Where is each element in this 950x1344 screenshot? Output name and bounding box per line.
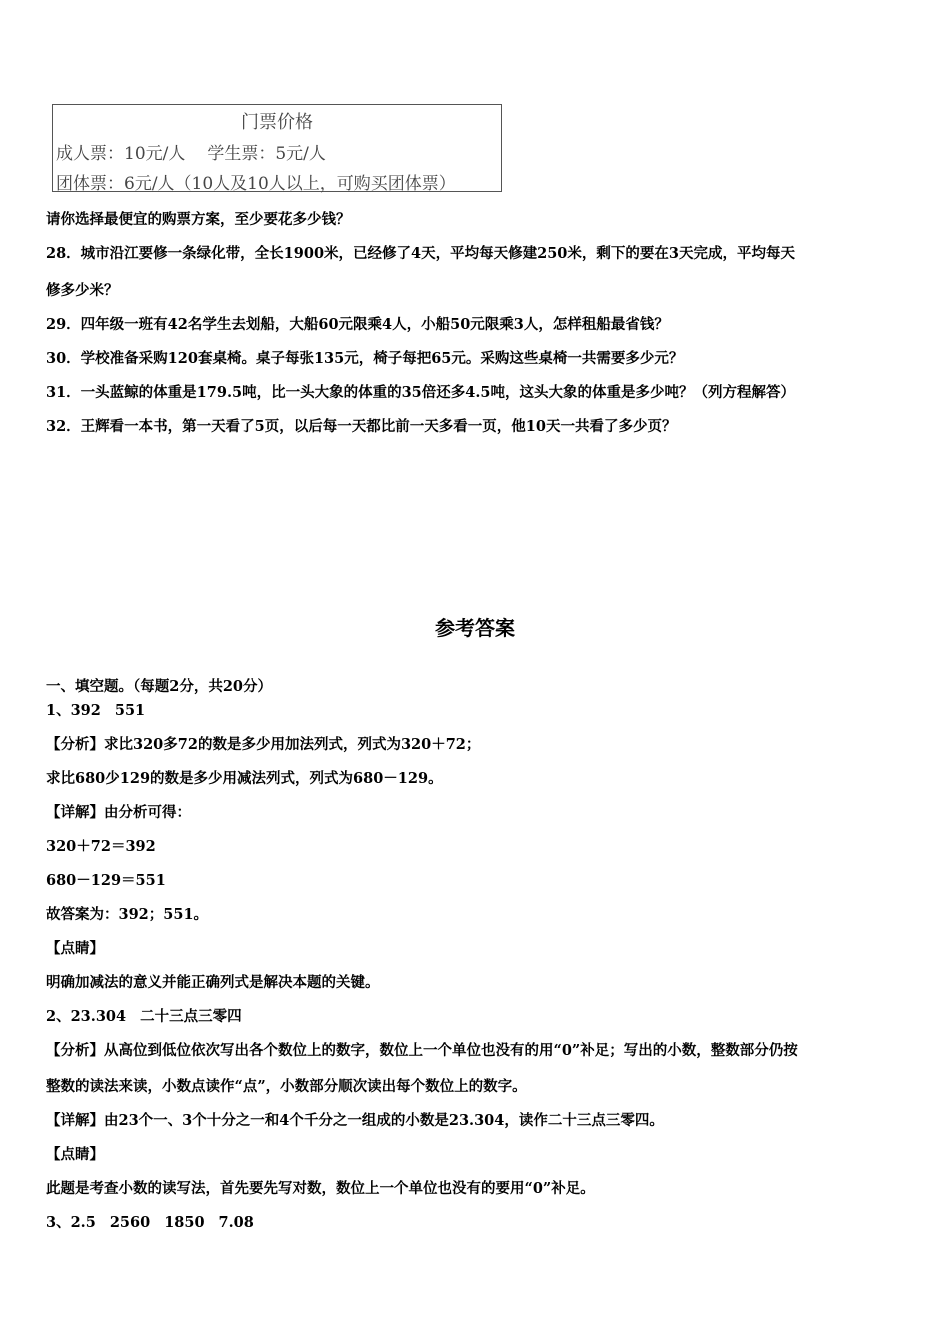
answer-1-detail: 【详解】由分析可得：	[46, 804, 191, 821]
answer-1-calc-1: 320＋72＝392	[46, 838, 156, 855]
section-1-heading: 一、填空题。（每题2分，共20分）	[46, 678, 273, 695]
answer-2-analysis-2: 整数的读法来读，小数点读作“点”，小数部分顺次读出每个数位上的数字。	[46, 1078, 527, 1095]
answer-1-comment-label: 【点睛】	[46, 940, 104, 957]
answer-3-header	[46, 1213, 254, 1233]
answer-3-value-1: 3、2.5	[46, 1214, 96, 1231]
answer-key-title: 参考答案	[435, 616, 515, 640]
answer-2-header	[46, 1007, 242, 1027]
question-27-tail: 请你选择最便宜的购票方案，至少要花多少钱？	[46, 211, 351, 228]
answer-3-value-2: 2560	[109, 1214, 151, 1231]
answer-2-comment: 此题是考查小数的读写法，首先要先写对数，数位上一个单位也没有的要用“0”补足。	[46, 1180, 595, 1197]
ticket-prices-row	[56, 139, 326, 164]
question-28-line2: 修多少米？	[46, 282, 119, 299]
answer-1-comment: 明确加减法的意义并能正确列式是解决本题的关键。	[46, 974, 380, 991]
group-ticket-price: 团体票：6元/人（10人及10人以上，可购买团体票）	[56, 174, 456, 194]
answer-1-header	[46, 701, 145, 721]
question-32: 32．王辉看一本书，第一天看了5页，以后每一天都比前一天多看一页，他10天一共看了多少页？	[46, 418, 677, 435]
answer-2-analysis-1: 【分析】从高位到低位依次写出各个数位上的数字，数位上一个单位也没有的用“0”补足；写出的小数，整数部分仍按	[46, 1042, 798, 1059]
question-30: 30．学校准备采购120套桌椅。桌子每张135元，椅子每把65元。采购这些桌椅一共需要多少元？	[46, 350, 684, 367]
student-ticket-price: 学生票：5元/人	[207, 144, 326, 164]
answer-1-value-2: 551	[114, 702, 146, 719]
ticket-table-title: 门票价格	[241, 112, 313, 133]
answer-1-analysis-1: 【分析】求比320多72的数是多少用加法列式，列式为320＋72；	[46, 736, 481, 753]
answer-1-result: 故答案为：392；551。	[46, 906, 209, 923]
answer-1-calc-2: 680－129＝551	[46, 872, 166, 889]
answer-2-value-1: 2、23.304	[46, 1008, 127, 1025]
answer-3-value-4: 7.08	[218, 1214, 254, 1231]
answer-1-analysis-2: 求比680少129的数是多少用减法列式，列式为680－129。	[46, 770, 443, 787]
answer-1-value-1: 1、392	[46, 702, 101, 719]
adult-ticket-price: 成人票：10元/人	[56, 144, 186, 164]
question-31: 31．一头蓝鲸的体重是179.5吨，比一头大象的体重的35倍还多4.5吨，这头大象的体重是多少吨？（列方程解答）	[46, 384, 795, 401]
answer-3-value-3: 1850	[164, 1214, 205, 1231]
question-29: 29．四年级一班有42名学生去划船，大船60元限乘4人，小船50元限乘3人，怎样租船最省钱？	[46, 316, 669, 333]
question-28-line1: 28．城市沿江要修一条绿化带，全长1900米，已经修了4天，平均每天修建250米，剩下的要在3天完成，平均每天	[46, 245, 795, 262]
answer-2-value-2: 二十三点三零四	[140, 1008, 242, 1025]
answer-2-comment-label: 【点睛】	[46, 1146, 104, 1163]
ticket-price-table	[52, 104, 502, 192]
answer-2-detail: 【详解】由23个一、3个十分之一和4个千分之一组成的小数是23.304，读作二十三点三零四。	[46, 1112, 664, 1129]
